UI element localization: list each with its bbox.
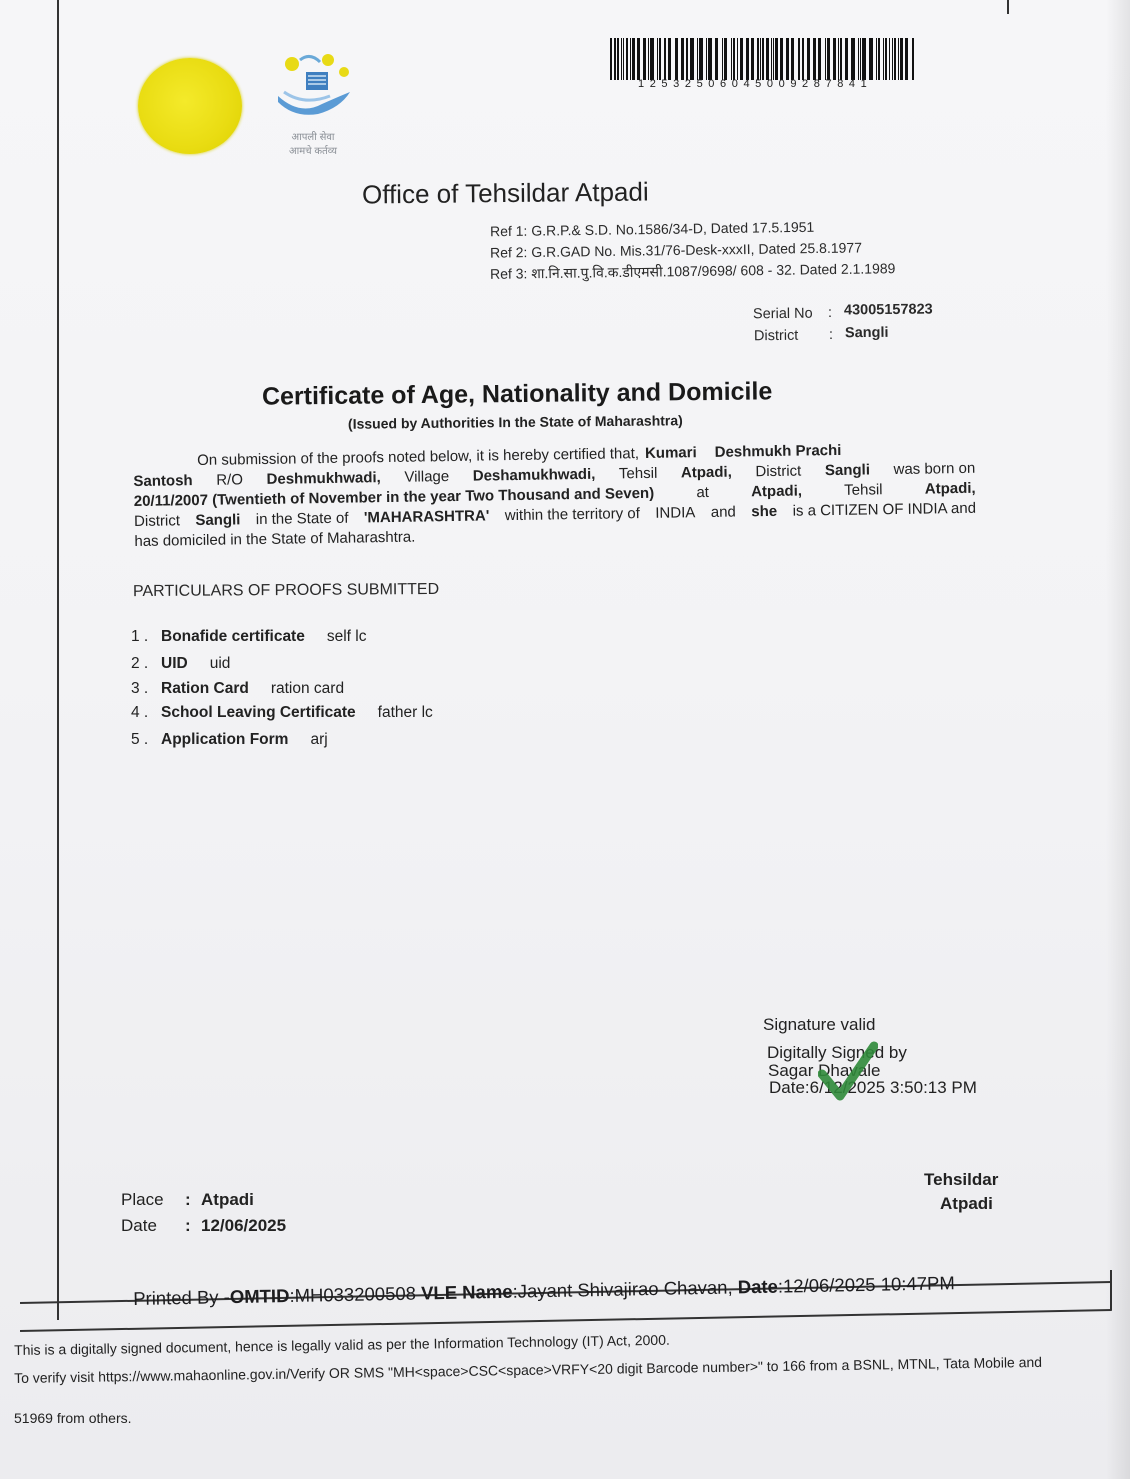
barcode-bar	[659, 38, 661, 80]
body-line-1: On submission of the proofs noted below, it is hereby certified that, Kumari Deshmukh Prachi	[197, 441, 842, 469]
ref-1: Ref 1: G.R.P.& S.D. No.1586/34-D, Dated 17.5.1951	[489, 218, 815, 240]
serial-number: 43005157823	[843, 301, 933, 319]
barcode-bar	[690, 38, 693, 80]
signature-check-icon	[818, 1040, 878, 1102]
barcode-bar	[650, 38, 653, 80]
barcode-bar	[697, 38, 698, 80]
printed-by-line: Printed By -OMTID:MH033200508 VLE Name:Jayant Shivajirao Chavan, Date:12/06/2025 10:47PM	[133, 1272, 955, 1309]
barcode-bar	[889, 38, 890, 80]
barcode-bar	[912, 38, 914, 80]
barcode-bar	[862, 38, 865, 80]
barcode-bar	[780, 38, 783, 80]
barcode-bar	[699, 38, 702, 80]
barcode-bar	[825, 38, 826, 80]
signature-valid: Signature valid	[763, 1015, 876, 1034]
barcode-bar	[643, 38, 645, 80]
barcode-bar	[773, 38, 774, 80]
barcode-bar	[827, 38, 830, 80]
barcode-bar	[905, 38, 908, 80]
proof-item: 4 . School Leaving Certificate father lc	[131, 704, 433, 721]
right-border	[1007, 0, 1009, 14]
barcode-bar	[626, 38, 628, 80]
barcode-bar	[833, 38, 835, 80]
proofs-heading: PARTICULARS OF PROOFS SUBMITTED	[132, 580, 440, 601]
barcode-bar	[869, 38, 872, 80]
barcode-bar	[746, 38, 748, 80]
barcode-bar	[840, 38, 842, 80]
barcode-bar	[708, 38, 711, 80]
body-line-3: 20/11/2007 (Twentieth of November in the year Two Thousand and Seven) at Atpadi, Tehsil Atpadi,	[133, 479, 976, 510]
footer-line-2: To verify visit https://www.mahaonline.gov.in/Verify OR SMS "MH<space>CSC<space>VRFY<20 digit Barcode number>" to 166 from a BSNL, MTNL, Tata Mobile and	[14, 1353, 1043, 1386]
signatory-title: Tehsildar	[924, 1170, 999, 1189]
signature-line-3: Date:6/12/2025 3:50:13 PM	[769, 1078, 977, 1097]
barcode-bar	[610, 38, 612, 80]
body-line-4: District Sangli in the State of 'MAHARASHTRA' within the territory of INDIA and she is a CITIZEN OF INDIA and	[133, 499, 977, 530]
barcode-bar	[892, 38, 893, 80]
barcode-bar	[786, 38, 788, 80]
place-row: Place : Atpadi	[121, 1190, 254, 1209]
barcode-bar	[760, 38, 761, 80]
signature-line-1: Digitally Signed by	[767, 1043, 907, 1062]
barcode-bar	[614, 38, 615, 80]
proof-item: 1 . Bonafide certificate self lc	[131, 628, 367, 645]
barcode-bar	[851, 38, 854, 80]
barcode-bar	[630, 38, 631, 80]
barcode-bar	[845, 38, 848, 80]
barcode-bar	[802, 38, 804, 80]
logo-caption-2: आमचे कर्तव्य	[289, 146, 337, 157]
official-seal	[138, 58, 242, 154]
barcode-bar	[681, 38, 683, 80]
serial-label: Serial No	[752, 305, 813, 323]
barcode-bar	[878, 38, 880, 80]
signatory-location: Atpadi	[940, 1194, 993, 1213]
barcode-bar	[876, 38, 877, 80]
barcode-bar	[675, 38, 678, 80]
barcode-number: 12532506045009287841	[638, 78, 873, 90]
district-colon: :	[828, 326, 834, 344]
barcode-bar	[838, 38, 839, 80]
barcode-bar	[885, 38, 887, 80]
left-border	[57, 0, 59, 1320]
barcode-bar	[762, 38, 764, 80]
barcode-bar	[807, 38, 810, 80]
body-line-2: Santosh R/O Deshmukhwadi, Village Deshamukhwadi, Tehsil Atpadi, District Sangli was born on	[133, 459, 976, 490]
barcode-bar	[798, 38, 800, 80]
barcode-bar	[757, 38, 758, 80]
ref-2: Ref 2: G.R.GAD No. Mis.31/76-Desk-xxxII, Dated 25.8.1977	[489, 239, 863, 261]
barcode-bar	[668, 38, 671, 80]
barcode-bar	[740, 38, 743, 80]
barcode-bar	[637, 38, 640, 80]
hand-logo-icon	[270, 52, 356, 122]
proof-item: 2 . UID uid	[131, 655, 231, 672]
barcode-bar	[733, 38, 735, 80]
barcode-bar	[766, 38, 768, 80]
bottom-rule	[20, 1309, 1112, 1332]
district-value: Sangli	[844, 324, 889, 342]
barcode-bar	[724, 38, 727, 80]
barcode-bar	[657, 38, 658, 80]
barcode-bar	[818, 38, 821, 80]
barcode-bar	[737, 38, 738, 80]
barcode-bar	[894, 38, 896, 80]
proof-item: 3 . Ration Card ration card	[131, 680, 345, 697]
barcode-bar	[775, 38, 777, 80]
barcode-bar	[858, 38, 859, 80]
signature-line-2: Sagar Dhavale	[768, 1061, 881, 1080]
page-shadow	[1106, 0, 1130, 1479]
serial-colon: :	[827, 304, 833, 322]
district-label: District	[753, 327, 799, 345]
barcode-bar	[632, 38, 634, 80]
footer-line-3: 51969 from others.	[14, 1410, 132, 1426]
barcode-bar	[898, 38, 899, 80]
barcode-bar	[860, 38, 861, 80]
certificate-subtitle: (Issued by Authorities In the State of Maharashtra)	[347, 412, 683, 432]
office-title: Office of Tehsildar Atpadi	[361, 176, 649, 210]
barcode-bar	[623, 38, 624, 80]
ref-3: Ref 3: शा.नि.सा.पु.वि.क.डीएमसी.1087/9698/ 608 - 32. Dated 2.1.1989	[489, 260, 896, 282]
barcode-bar	[664, 38, 666, 80]
barcode-bar	[883, 38, 884, 80]
barcode-bar	[751, 38, 754, 80]
proof-item: 5 . Application Form arj	[131, 731, 328, 748]
barcode-bar	[813, 38, 815, 80]
barcode-bar	[791, 38, 794, 80]
aaple-sarkar-logo	[270, 52, 356, 158]
barcode-bar	[771, 38, 772, 80]
logo-caption-1: आपली सेवा	[291, 132, 335, 143]
barcode-bar	[621, 38, 622, 80]
barcode-bar	[617, 38, 619, 80]
body-line-5: has domiciled in the State of Maharashtra.	[134, 528, 416, 550]
barcode-bar	[715, 38, 718, 80]
date-row: Date : 12/06/2025	[121, 1216, 287, 1235]
barcode-bar	[722, 38, 723, 80]
certificate-title: Certificate of Age, Nationality and Domicile	[261, 377, 773, 411]
barcode-bar	[731, 38, 732, 80]
footer-line-1: This is a digitally signed document, hence is legally valid as per the Information Technology (IT) Act, 2000.	[14, 1331, 670, 1358]
barcode-bar	[686, 38, 688, 80]
certificate-body	[133, 439, 976, 552]
barcode-bar	[706, 38, 707, 80]
barcode	[610, 38, 918, 80]
barcode-bar	[648, 38, 649, 80]
barcode-bar	[900, 38, 902, 80]
